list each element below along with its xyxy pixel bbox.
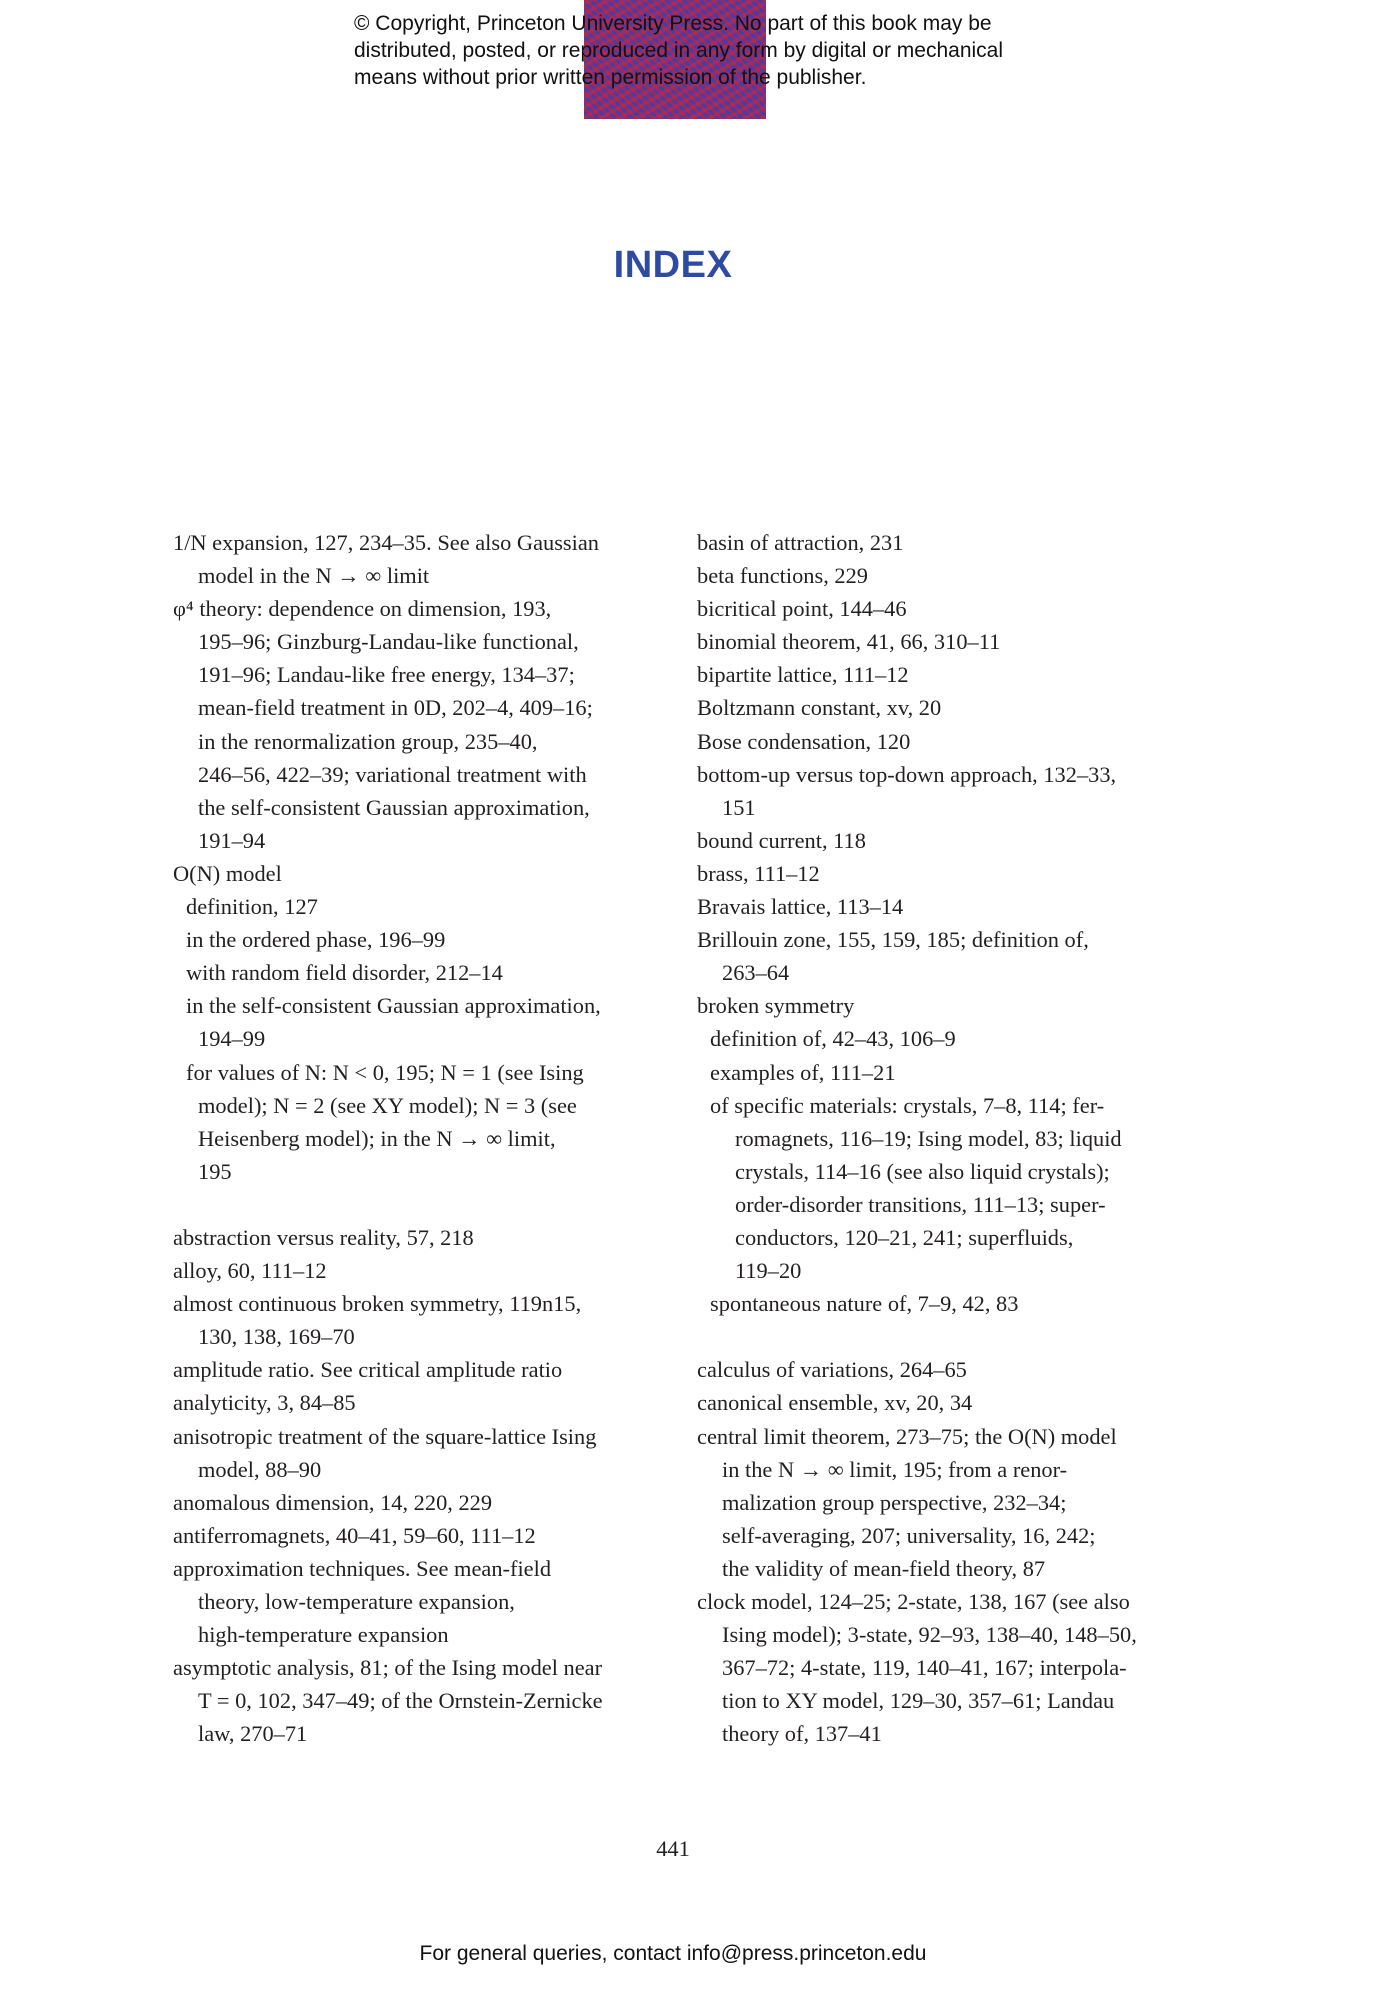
index-entry-line: for values of N: N < 0, 195; N = 1 (see Ising xyxy=(186,1059,584,1085)
index-entry-line: 119–20 xyxy=(735,1258,802,1284)
index-entry-line: Brillouin zone, 155, 159, 185; definition of, xyxy=(697,927,1089,953)
copyright-line: means without prior written permission of the publisher. xyxy=(354,66,867,89)
index-entry-line: Bravais lattice, 113–14 xyxy=(697,894,904,920)
index-entry-line: 246–56, 422–39; variational treatment with xyxy=(198,761,587,787)
index-entry-line: bottom-up versus top-down approach, 132–33, xyxy=(697,761,1117,787)
index-entry-line: 195–96; Ginzburg-Landau-like functional, xyxy=(198,629,579,655)
index-entry-line: crystals, 114–16 (see also liquid crystals); xyxy=(735,1158,1110,1184)
section-gap xyxy=(697,1320,1197,1353)
index-entry-line: bipartite lattice, 111–12 xyxy=(697,662,909,688)
index-entry-line: asymptotic analysis, 81; of the Ising model near xyxy=(173,1655,603,1681)
index-entry-line: spontaneous nature of, 7–9, 42, 83 xyxy=(710,1291,1019,1317)
index-entry-line: 195 xyxy=(198,1158,232,1184)
index-entry-line: abstraction versus reality, 57, 218 xyxy=(173,1224,474,1250)
index-entry-line: T = 0, 102, 347–49; of the Ornstein-Zernicke xyxy=(198,1688,603,1714)
index-entry-line: malization group perspective, 232–34; xyxy=(722,1489,1067,1515)
index-entry-line: approximation techniques. See mean-field xyxy=(173,1555,552,1581)
index-column-left xyxy=(173,526,659,1750)
index-column-right xyxy=(697,526,1197,1750)
index-entry-line: in the self-consistent Gaussian approximation, xyxy=(186,993,601,1019)
index-entry-line: 263–64 xyxy=(722,960,790,986)
index-entry-line: 191–96; Landau-like free energy, 134–37; xyxy=(198,662,575,688)
index-entry-line: theory of, 137–41 xyxy=(722,1721,882,1747)
index-entry-line: in the ordered phase, 196–99 xyxy=(186,927,446,953)
index-entry-line: anomalous dimension, 14, 220, 229 xyxy=(173,1489,493,1515)
index-entry-line: model, 88–90 xyxy=(198,1456,322,1482)
index-entry-line: O(N) model xyxy=(173,860,282,886)
index-entry-line: binomial theorem, 41, 66, 310–11 xyxy=(697,629,1001,655)
index-entry-line: model); N = 2 (see XY model); N = 3 (see xyxy=(198,1092,577,1118)
index-entry-line: the self-consistent Gaussian approximation, xyxy=(198,794,590,820)
index-entry-line: order-disorder transitions, 111–13; super- xyxy=(735,1191,1106,1217)
index-entry-line: alloy, 60, 111–12 xyxy=(173,1258,327,1284)
footer-contact: For general queries, contact info@press.princeton.edu xyxy=(419,1942,927,1965)
index-entry-line: anisotropic treatment of the square-lattice Ising xyxy=(173,1423,597,1449)
index-entry-line: of specific materials: crystals, 7–8, 114; fer- xyxy=(710,1092,1105,1118)
index-entry-line: the validity of mean-field theory, 87 xyxy=(722,1555,1046,1581)
index-entry-line: examples of, 111–21 xyxy=(710,1059,896,1085)
index-entry-line: model in the N → ∞ limit xyxy=(198,563,430,589)
index-entry-line: φ⁴ theory: dependence on dimension, 193, xyxy=(173,596,552,622)
index-entry-line: 191–94 xyxy=(198,827,266,853)
index-entry-line: calculus of variations, 264–65 xyxy=(697,1357,967,1383)
copyright-notice xyxy=(354,10,1074,91)
index-entry-line: self-averaging, 207; universality, 16, 242; xyxy=(722,1522,1096,1548)
section-gap xyxy=(173,1188,659,1221)
index-entry-line: beta functions, 229 xyxy=(697,563,869,589)
index-entry-line: analyticity, 3, 84–85 xyxy=(173,1390,356,1416)
index-entry-line: almost continuous broken symmetry, 119n15, xyxy=(173,1291,582,1317)
index-entry-line: law, 270–71 xyxy=(198,1721,308,1747)
index-entry-line: conductors, 120–21, 241; superfluids, xyxy=(735,1224,1074,1250)
index-entry-line: with random field disorder, 212–14 xyxy=(186,960,503,986)
page-number: 441 xyxy=(656,1836,690,1861)
index-entry-line: 194–99 xyxy=(198,1026,266,1052)
index-entry-line: tion to XY model, 129–30, 357–61; Landau xyxy=(722,1688,1115,1714)
index-entry-line: clock model, 124–25; 2-state, 138, 167 (see also xyxy=(697,1589,1130,1614)
index-entry-line: in the renormalization group, 235–40, xyxy=(198,728,538,754)
index-entry-line: Bose condensation, 120 xyxy=(697,728,911,754)
index-entry-line: 130, 138, 169–70 xyxy=(198,1324,355,1350)
index-entry-line: amplitude ratio. See critical amplitude ratio xyxy=(173,1357,563,1383)
index-entry-line: Heisenberg model); in the N → ∞ limit, xyxy=(198,1125,556,1151)
index-entry-line: antiferromagnets, 40–41, 59–60, 111–12 xyxy=(173,1522,536,1548)
index-entry-line: Ising model); 3-state, 92–93, 138–40, 148–50, xyxy=(722,1622,1137,1648)
index-entry-line: bound current, 118 xyxy=(697,827,866,853)
index-entry-line: brass, 111–12 xyxy=(697,860,820,886)
index-entry-line: high-temperature expansion xyxy=(198,1622,449,1648)
copyright-line: © Copyright, Princeton University Press. No part of this book may be xyxy=(354,12,992,35)
index-entry-line: mean-field treatment in 0D, 202–4, 409–16; xyxy=(198,695,593,721)
index-entry-line: definition, 127 xyxy=(186,894,318,920)
index-entry-line: Boltzmann constant, xv, 20 xyxy=(697,695,942,721)
index-entry-line: broken symmetry xyxy=(697,993,855,1019)
index-entry-line: bicritical point, 144–46 xyxy=(697,596,907,622)
index-entry-line: 1/N expansion, 127, 234–35. See also Gaussian xyxy=(173,530,599,555)
index-entry-line: 151 xyxy=(722,794,756,820)
index-entry-line: central limit theorem, 273–75; the O(N) model xyxy=(697,1423,1117,1449)
copyright-line: distributed, posted, or reproduced in any form by digital or mechanical xyxy=(354,39,1004,62)
index-entry-line: canonical ensemble, xv, 20, 34 xyxy=(697,1390,973,1416)
index-entry-line: 367–72; 4-state, 119, 140–41, 167; interpola- xyxy=(722,1655,1127,1681)
index-entry-line: in the N → ∞ limit, 195; from a renor- xyxy=(722,1456,1068,1482)
index-entry-line: romagnets, 116–19; Ising model, 83; liquid xyxy=(735,1125,1122,1151)
index-entry-line: basin of attraction, 231 xyxy=(697,530,904,555)
index-entry-line: theory, low-temperature expansion, xyxy=(198,1589,515,1614)
index-entry-line: definition of, 42–43, 106–9 xyxy=(710,1026,956,1052)
copyright-header xyxy=(0,0,1400,120)
page-title: INDEX xyxy=(613,244,733,286)
